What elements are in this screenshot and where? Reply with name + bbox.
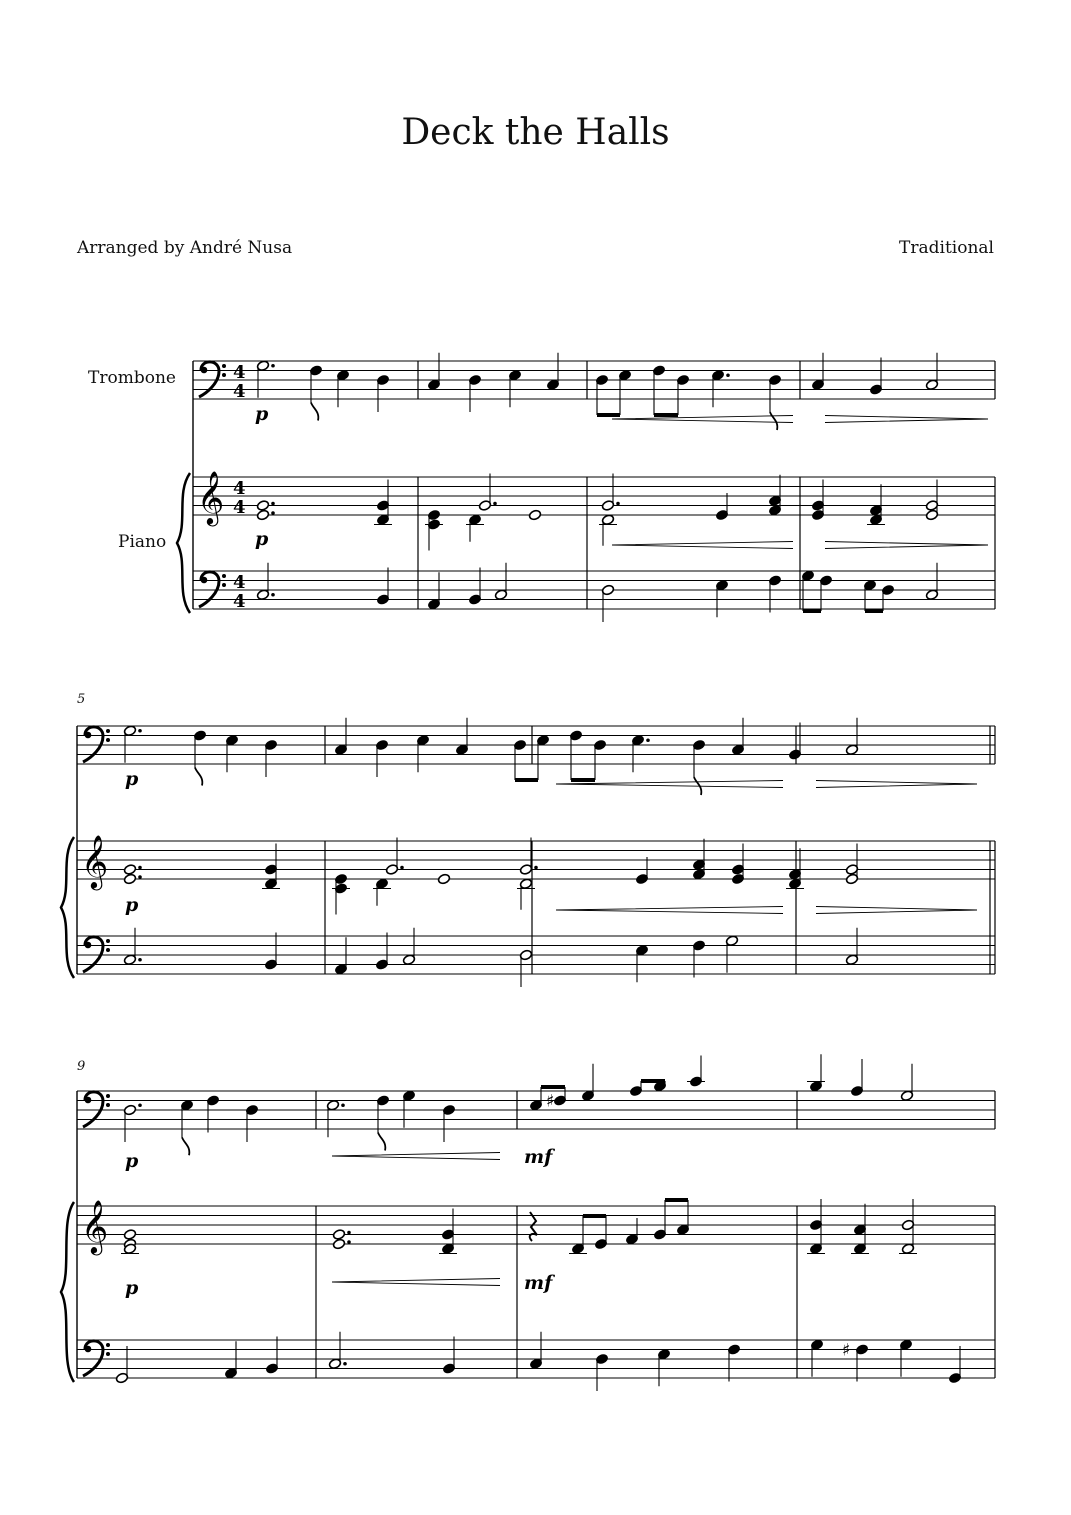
measure-number-5: 5 — [77, 692, 86, 707]
beam — [803, 609, 821, 613]
bass-clef-dot — [106, 1343, 110, 1347]
bass-clef-icon — [201, 367, 208, 374]
beam — [865, 609, 883, 613]
augmentation-dot — [616, 502, 620, 506]
beam — [654, 413, 678, 417]
arranger-credit: Arranged by André Nusa — [77, 238, 293, 258]
eighth-flag — [378, 1133, 385, 1151]
time-signature-lower: 4 — [233, 381, 246, 402]
treble-clef-icon: 𝄞 — [81, 834, 109, 888]
beam — [571, 778, 595, 782]
bass-clef-icon — [199, 572, 219, 607]
time-signature-lower: 4 — [233, 497, 246, 518]
augmentation-dot — [646, 738, 650, 742]
quarter-rest-icon — [530, 1212, 537, 1241]
chord-note-E4 — [437, 873, 450, 885]
crescendo-hairpin — [612, 416, 793, 423]
piano-brace — [61, 1202, 74, 1382]
chord-note-E4 — [123, 873, 136, 885]
dynamic-p: p — [125, 894, 139, 916]
augmentation-dot — [726, 373, 730, 377]
piano-brace — [177, 473, 190, 613]
time-signature-lower: 4 — [233, 591, 246, 612]
dynamic-p: p — [255, 528, 269, 550]
dynamic-p: p — [125, 1277, 139, 1299]
augmentation-dot — [138, 875, 142, 879]
augmentation-dot — [271, 502, 275, 506]
dynamic-p: p — [125, 1150, 139, 1172]
bass-clef-dot — [222, 583, 226, 587]
time-signature-upper: 4 — [233, 478, 246, 499]
chord-note-E4 — [256, 509, 269, 521]
crescendo-hairpin — [332, 1153, 500, 1160]
eighth-flag — [770, 412, 777, 430]
bass-clef-icon — [201, 577, 208, 584]
augmentation-dot — [271, 364, 275, 368]
chord-note-G4 — [123, 864, 136, 876]
piano-brace — [61, 837, 74, 978]
bass-clef-dot — [106, 939, 110, 943]
beam — [665, 1198, 688, 1202]
augmentation-dot — [138, 866, 142, 870]
augmentation-dot — [138, 958, 142, 962]
chord-note-G4 — [332, 1229, 345, 1241]
augmentation-dot — [343, 1362, 347, 1366]
bass-clef-dot — [106, 1094, 110, 1098]
bass-clef-icon — [199, 362, 219, 397]
crescendo-hairpin — [612, 542, 793, 549]
dynamic-mf: mf — [524, 1272, 553, 1294]
instrument-label-piano: Piano — [118, 532, 167, 552]
augmentation-dot — [271, 511, 275, 515]
bass-clef-dot — [106, 738, 110, 742]
beam — [515, 778, 538, 782]
dynamic-p: p — [255, 403, 269, 425]
bass-clef-icon — [83, 937, 103, 972]
time-signature-upper: 4 — [233, 572, 246, 593]
bass-clef-icon — [85, 1346, 92, 1353]
decrescendo-hairpin — [825, 542, 988, 549]
beam — [541, 1085, 565, 1089]
treble-clef-icon: 𝄞 — [197, 470, 225, 524]
treble-clef-icon: 𝄞 — [81, 1199, 109, 1253]
beam — [583, 1214, 606, 1218]
piece-title: Deck the Halls — [401, 112, 670, 153]
chord-note-G4 — [256, 500, 269, 512]
augmentation-dot — [138, 1103, 142, 1107]
bass-clef-dot — [106, 729, 110, 733]
bass-clef-icon — [85, 942, 92, 949]
bass-clef-dot — [106, 1103, 110, 1107]
decrescendo-hairpin — [825, 416, 988, 423]
measure-number-9: 9 — [77, 1059, 86, 1074]
bass-clef-dot — [222, 373, 226, 377]
time-signature-upper: 4 — [233, 362, 246, 383]
decrescendo-hairpin — [816, 781, 977, 788]
augmentation-dot — [493, 502, 497, 506]
augmentation-dot — [400, 866, 404, 870]
bass-clef-icon — [85, 732, 92, 739]
notation-layer — [61, 353, 995, 1391]
eighth-flag — [311, 403, 318, 421]
composer-credit: Traditional — [899, 238, 994, 258]
chord-note-G4 — [123, 1229, 136, 1241]
augmentation-dot — [138, 729, 142, 733]
sharp-icon: ♯ — [842, 1340, 851, 1361]
sharp-icon: ♯ — [546, 1091, 555, 1112]
augmentation-dot — [534, 866, 538, 870]
beam — [597, 413, 620, 417]
chord-note-E4 — [528, 509, 541, 521]
augmentation-dot — [341, 1103, 345, 1107]
decrescendo-hairpin — [816, 907, 977, 914]
bass-clef-dot — [106, 948, 110, 952]
bass-clef-icon — [83, 1341, 103, 1376]
bass-clef-dot — [106, 1352, 110, 1356]
bass-clef-icon — [83, 1092, 103, 1127]
bass-clef-icon — [83, 727, 103, 762]
beam — [641, 1079, 665, 1083]
instrument-label-trombone: Trombone — [88, 368, 176, 388]
crescendo-hairpin — [556, 907, 783, 914]
eighth-flag — [195, 768, 202, 786]
crescendo-hairpin — [332, 1279, 500, 1286]
augmentation-dot — [347, 1231, 351, 1235]
augmentation-dot — [271, 593, 275, 597]
bass-clef-icon — [85, 1097, 92, 1104]
bass-clef-dot — [222, 364, 226, 368]
dynamic-p: p — [125, 768, 139, 790]
eighth-flag — [182, 1137, 189, 1155]
bass-clef-dot — [222, 574, 226, 578]
augmentation-dot — [347, 1240, 351, 1244]
dynamic-mf: mf — [524, 1146, 553, 1168]
chord-note-E4 — [332, 1238, 345, 1250]
